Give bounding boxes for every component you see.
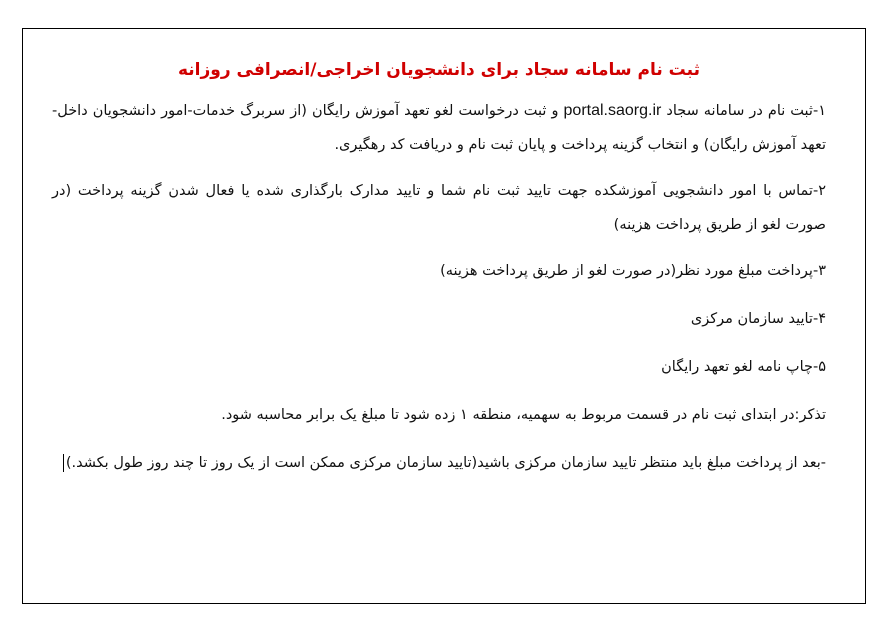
after-payment-text: -بعد از پرداخت مبلغ باید منتظر تایید سازمان مرکزی باشید(تایید سازمان مرکزی ممکن است از یک روز تا چند روز طول بکشد.) — [65, 455, 826, 471]
step-2: ۲-تماس با امور دانشجویی آموزشکده جهت تایید ثبت نام شما و تایید مدارک بارگذاری شده یا فعال شدن گزینه پرداخت (در صورت لغو از طریق پرداخت هزینه) — [52, 183, 826, 233]
after-payment-paragraph — [52, 446, 826, 480]
step-1-text-b: و ثبت درخواست لغو تعهد آموزش رایگان (از سربرگ خدمات-امور دانشجویان داخل-تعهد آموزش رایگان) و انتخاب گزینه پرداخت و پایان ثبت نام و دریافت کد رهگیری. — [52, 103, 826, 153]
step-1-text-a: ۱-ثبت نام در سامانه سجاد — [661, 103, 826, 119]
page-title: ثبت نام سامانه سجاد برای دانشجویان اخراجی/انصرافی روزانه — [177, 60, 701, 80]
step-3: ۳-پرداخت مبلغ مورد نظر(در صورت لغو از طریق پرداخت هزینه) — [440, 263, 826, 279]
step-1 — [52, 94, 826, 162]
step-4: ۴-تایید سازمان مرکزی — [690, 311, 826, 327]
document-body — [52, 52, 826, 492]
note-paragraph: تذکر:در ابتدای ثبت نام در قسمت مربوط به سهمیه، منطقه ۱ زده شود تا مبلغ یک برابر محاسبه شود. — [221, 407, 826, 423]
text-cursor — [63, 454, 64, 472]
portal-url: portal.saorg.ir — [563, 102, 662, 119]
step-5: ۵-چاپ نامه لغو تعهد رایگان — [661, 359, 826, 375]
